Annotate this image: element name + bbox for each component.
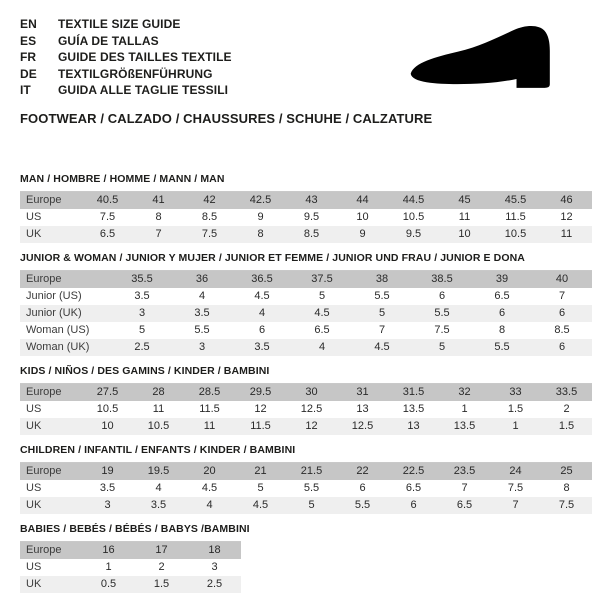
size-table-section: [20, 365, 592, 435]
size-cell: 6.5: [82, 226, 133, 243]
size-cell: 9.5: [286, 209, 337, 226]
size-cell: 16: [82, 541, 135, 559]
size-cell: 38: [352, 270, 412, 288]
size-cell: 20: [184, 462, 235, 480]
dress-shoe-icon: [392, 22, 570, 96]
table-row: [20, 541, 241, 559]
size-cell: 4: [292, 339, 352, 356]
language-code: IT: [20, 83, 31, 97]
table-row: [20, 418, 592, 435]
table-row: [20, 383, 592, 401]
language-label: GUIDE DES TAILLES TEXTILE: [58, 50, 232, 64]
size-cell: 5.5: [472, 339, 532, 356]
size-cell: 10: [439, 226, 490, 243]
language-code: ES: [20, 33, 37, 48]
size-cell: 6: [412, 288, 472, 305]
size-tables-main: [20, 173, 592, 593]
size-cell: 37.5: [292, 270, 352, 288]
row-label: Junior (US): [20, 288, 112, 305]
size-cell: 6: [472, 305, 532, 322]
size-cell: 43: [286, 191, 337, 209]
row-label: UK: [20, 576, 82, 593]
size-cell: 13: [388, 418, 439, 435]
size-cell: 23.5: [439, 462, 490, 480]
table-row: [20, 462, 592, 480]
size-cell: 6: [532, 305, 592, 322]
size-cell: 12.5: [286, 401, 337, 418]
size-cell: 35.5: [112, 270, 172, 288]
size-cell: 11: [133, 401, 184, 418]
size-cell: 11: [184, 418, 235, 435]
size-table: [20, 541, 241, 593]
size-table-title: JUNIOR & WOMAN / JUNIOR Y MUJER / JUNIOR ET FEMME / JUNIOR UND FRAU / JUNIOR E DONA: [20, 251, 525, 264]
row-label: Europe: [20, 191, 82, 209]
size-cell: 8: [133, 209, 184, 226]
size-cell: 12: [286, 418, 337, 435]
size-table: [20, 383, 592, 435]
size-cell: 3: [112, 305, 172, 322]
size-cell: 45.5: [490, 191, 541, 209]
table-row: [20, 322, 592, 339]
size-cell: 10.5: [133, 418, 184, 435]
table-row: [20, 270, 592, 288]
size-table: [20, 191, 592, 243]
language-code: EN: [20, 17, 37, 31]
row-label: US: [20, 480, 82, 497]
table-row: [20, 288, 592, 305]
size-cell: 36.5: [232, 270, 292, 288]
size-cell: 4: [172, 288, 232, 305]
size-cell: 10.5: [490, 226, 541, 243]
size-cell: 19.5: [133, 462, 184, 480]
size-cell: 11.5: [490, 209, 541, 226]
table-row: [20, 191, 592, 209]
size-cell: 7: [439, 480, 490, 497]
row-label: Woman (UK): [20, 339, 112, 356]
size-table-section: [20, 173, 592, 243]
size-cell: 2.5: [112, 339, 172, 356]
row-label: Europe: [20, 462, 82, 480]
size-cell: 1.5: [541, 418, 592, 435]
row-label: US: [20, 401, 82, 418]
size-cell: 13: [337, 401, 388, 418]
size-cell: 7.5: [82, 209, 133, 226]
size-cell: 21.5: [286, 462, 337, 480]
size-table-section: [20, 523, 592, 593]
size-cell: 5: [292, 288, 352, 305]
size-cell: 9: [235, 209, 286, 226]
size-cell: 7: [133, 226, 184, 243]
size-cell: 3.5: [172, 305, 232, 322]
size-cell: 8.5: [184, 209, 235, 226]
row-label: UK: [20, 497, 82, 514]
table-row: [20, 576, 241, 593]
size-cell: 11.5: [184, 401, 235, 418]
size-cell: 6.5: [388, 480, 439, 497]
table-row: [20, 497, 592, 514]
size-cell: 0.5: [82, 576, 135, 593]
size-cell: 6.5: [292, 322, 352, 339]
size-cell: 29.5: [235, 383, 286, 401]
size-cell: 8: [472, 322, 532, 339]
size-cell: 4: [232, 305, 292, 322]
size-cell: 24: [490, 462, 541, 480]
table-row: [20, 339, 592, 356]
size-cell: 21: [235, 462, 286, 480]
row-label: Europe: [20, 383, 82, 401]
size-table: [20, 462, 592, 514]
size-cell: 22: [337, 462, 388, 480]
size-cell: 2.5: [188, 576, 241, 593]
size-cell: 5.5: [286, 480, 337, 497]
size-cell: 44.5: [388, 191, 439, 209]
size-cell: 3: [172, 339, 232, 356]
size-cell: 6: [232, 322, 292, 339]
size-cell: 45: [439, 191, 490, 209]
size-cell: 10.5: [388, 209, 439, 226]
size-cell: 12.5: [337, 418, 388, 435]
size-cell: 40.5: [82, 191, 133, 209]
size-cell: 8: [235, 226, 286, 243]
size-cell: 1: [439, 401, 490, 418]
size-table-title: KIDS / NIÑOS / DES GAMINS / KINDER / BAMBINI: [20, 364, 270, 377]
language-code: FR: [20, 50, 37, 64]
table-row: [20, 226, 592, 243]
row-label: UK: [20, 226, 82, 243]
size-cell: 13.5: [388, 401, 439, 418]
size-cell: 6: [388, 497, 439, 514]
language-label: TEXTILE SIZE GUIDE: [58, 17, 181, 31]
size-cell: 4: [133, 480, 184, 497]
size-cell: 3.5: [232, 339, 292, 356]
table-row: [20, 305, 592, 322]
size-cell: 27.5: [82, 383, 133, 401]
size-cell: 31.5: [388, 383, 439, 401]
size-cell: 32: [439, 383, 490, 401]
size-cell: 25: [541, 462, 592, 480]
size-cell: 5: [412, 339, 472, 356]
size-cell: 3.5: [112, 288, 172, 305]
size-cell: 4.5: [292, 305, 352, 322]
size-cell: 4.5: [184, 480, 235, 497]
table-row: [20, 209, 592, 226]
size-cell: 5: [235, 480, 286, 497]
size-cell: 7.5: [541, 497, 592, 514]
size-cell: 8.5: [286, 226, 337, 243]
size-cell: 10: [337, 209, 388, 226]
row-label: US: [20, 209, 82, 226]
size-cell: 6: [337, 480, 388, 497]
language-label: GUÍA DE TALLAS: [58, 33, 159, 48]
size-cell: 3: [188, 559, 241, 576]
language-label: TEXTILGRÖßENFÜHRUNG: [58, 66, 213, 81]
size-cell: 18: [188, 541, 241, 559]
size-table-section: [20, 444, 592, 514]
size-cell: 4: [184, 497, 235, 514]
size-cell: 3.5: [82, 480, 133, 497]
size-cell: 38.5: [412, 270, 472, 288]
row-label: US: [20, 559, 82, 576]
size-cell: 7: [532, 288, 592, 305]
category-heading: FOOTWEAR / CALZADO / CHAUSSURES / SCHUHE / CALZATURE: [20, 110, 433, 126]
size-table: [20, 270, 592, 356]
size-cell: 11: [541, 226, 592, 243]
size-cell: 7: [352, 322, 412, 339]
size-cell: 5: [286, 497, 337, 514]
row-label: Europe: [20, 541, 82, 559]
size-cell: 2: [135, 559, 188, 576]
size-cell: 2: [541, 401, 592, 418]
size-cell: 13.5: [439, 418, 490, 435]
size-cell: 8: [541, 480, 592, 497]
size-cell: 39: [472, 270, 532, 288]
size-cell: 9: [337, 226, 388, 243]
size-cell: 19: [82, 462, 133, 480]
size-cell: 1: [82, 559, 135, 576]
size-table-title: BABIES / BEBÉS / BÉBÉS / BABYS /BAMBINI: [20, 522, 250, 535]
size-cell: 5.5: [172, 322, 232, 339]
size-cell: 41: [133, 191, 184, 209]
size-cell: 1: [490, 418, 541, 435]
size-cell: 7.5: [184, 226, 235, 243]
size-cell: 7.5: [490, 480, 541, 497]
size-cell: 30: [286, 383, 337, 401]
size-cell: 7.5: [412, 322, 472, 339]
size-cell: 12: [235, 401, 286, 418]
row-label: Europe: [20, 270, 112, 288]
size-cell: 1.5: [135, 576, 188, 593]
row-label: Junior (UK): [20, 305, 112, 322]
size-cell: 46: [541, 191, 592, 209]
size-cell: 3.5: [133, 497, 184, 514]
size-cell: 40: [532, 270, 592, 288]
size-table-section: [20, 252, 592, 356]
size-table-title: CHILDREN / INFANTIL / ENFANTS / KINDER / BAMBINI: [20, 443, 296, 456]
size-cell: 42: [184, 191, 235, 209]
size-cell: 10: [82, 418, 133, 435]
size-cell: 31: [337, 383, 388, 401]
size-cell: 8.5: [532, 322, 592, 339]
size-cell: 28.5: [184, 383, 235, 401]
size-cell: 33: [490, 383, 541, 401]
size-cell: 42.5: [235, 191, 286, 209]
size-cell: 5.5: [352, 288, 412, 305]
row-label: UK: [20, 418, 82, 435]
size-cell: 5: [352, 305, 412, 322]
size-cell: 28: [133, 383, 184, 401]
size-cell: 11: [439, 209, 490, 226]
size-cell: 5.5: [412, 305, 472, 322]
size-cell: 4.5: [232, 288, 292, 305]
size-cell: 36: [172, 270, 232, 288]
size-cell: 6: [532, 339, 592, 356]
size-cell: 11.5: [235, 418, 286, 435]
size-cell: 4.5: [235, 497, 286, 514]
size-cell: 44: [337, 191, 388, 209]
size-cell: 7: [490, 497, 541, 514]
size-cell: 10.5: [82, 401, 133, 418]
size-cell: 6.5: [439, 497, 490, 514]
size-cell: 33.5: [541, 383, 592, 401]
table-row: [20, 401, 592, 418]
table-row: [20, 480, 592, 497]
size-table-title: MAN / HOMBRE / HOMME / MANN / MAN: [20, 172, 225, 185]
size-cell: 9.5: [388, 226, 439, 243]
size-cell: 1.5: [490, 401, 541, 418]
row-label: Woman (US): [20, 322, 112, 339]
size-cell: 22.5: [388, 462, 439, 480]
size-cell: 5: [112, 322, 172, 339]
size-cell: 12: [541, 209, 592, 226]
size-cell: 3: [82, 497, 133, 514]
size-cell: 5.5: [337, 497, 388, 514]
size-cell: 6.5: [472, 288, 532, 305]
size-cell: 17: [135, 541, 188, 559]
table-row: [20, 559, 241, 576]
language-code: DE: [20, 66, 37, 81]
language-label: GUIDA ALLE TAGLIE TESSILI: [58, 83, 229, 97]
size-cell: 4.5: [352, 339, 412, 356]
